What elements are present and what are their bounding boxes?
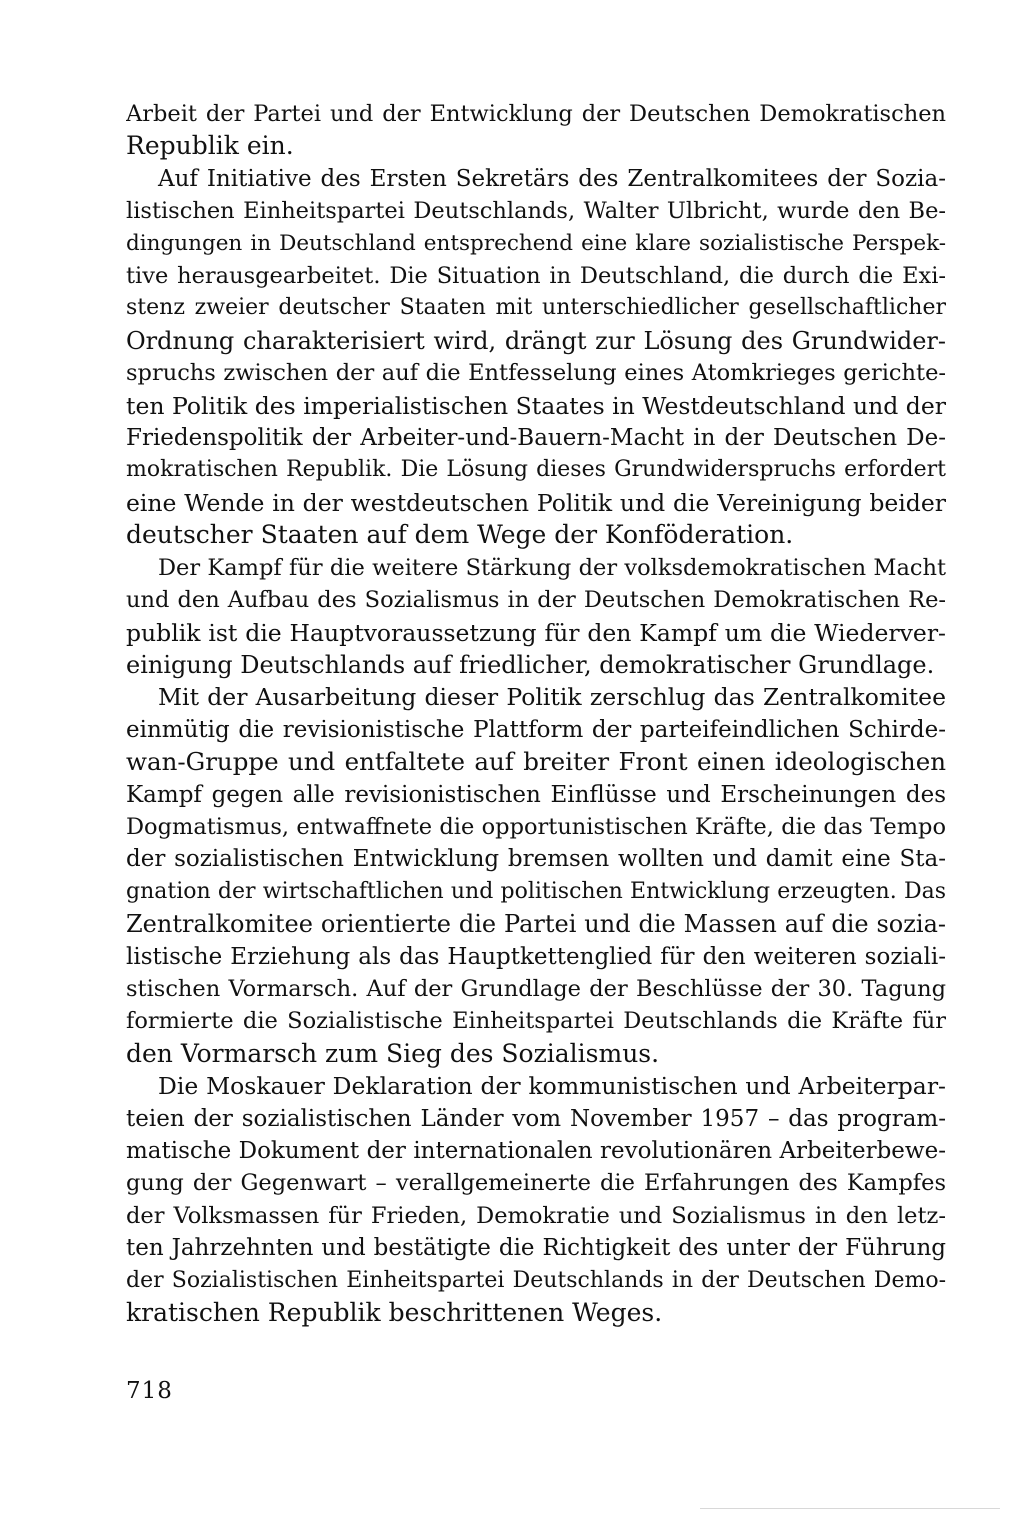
text-line: matische Dokument der internationalen revolutionären Arbeiterbewe-: [126, 1138, 946, 1164]
text-line: Kampf gegen alle revisionistischen Einflüsse und Erscheinungen des: [126, 781, 946, 808]
paragraph: [126, 98, 946, 163]
text-line: Friedenspolitik der Arbeiter-und-Bauern-Macht in der Deutschen De-: [126, 425, 946, 452]
text-line: eine Wende in der westdeutschen Politik und die Vereinigung beider: [126, 488, 946, 517]
text-line: kratischen Republik beschrittenen Weges.: [126, 1298, 663, 1328]
body-text: [126, 98, 946, 1329]
paragraph: [126, 681, 946, 1070]
text-line: listische Erziehung als das Hauptkettenglied für den weiteren soziali-: [126, 943, 946, 970]
text-line: gnation der wirtschaftlichen und politischen Entwicklung erzeugten. Das: [126, 878, 946, 904]
paragraph: [126, 552, 946, 682]
scan-edge-line: [700, 1508, 1000, 1509]
paragraph: [126, 1070, 946, 1329]
text-line: der Volksmassen für Frieden, Demokratie und Sozialismus in den letz-: [126, 1202, 946, 1229]
text-line: spruchs zwischen der auf die Entfesselung eines Atomkrieges gerichte-: [126, 360, 946, 387]
text-line: deutscher Staaten auf dem Wege der Konföderation.: [126, 520, 794, 550]
text-line: stenz zweier deutscher Staaten mit unterschiedlicher gesellschaftlicher: [126, 295, 946, 321]
text-line: Die Moskauer Deklaration der kommunistischen und Arbeiterpar-: [158, 1072, 946, 1101]
text-line: formierte die Sozialistische Einheitspartei Deutschlands die Kräfte für: [126, 1008, 946, 1035]
text-line: gung der Gegenwart – verallgemeinerte die Erfahrungen des Kampfes: [126, 1170, 946, 1197]
page-number: 718: [126, 1378, 173, 1404]
text-line: dingungen in Deutschland entsprechend eine klare sozialistische Perspek-: [126, 230, 946, 256]
text-line: Ordnung charakterisiert wird, drängt zur Lösung des Grundwider-: [126, 326, 946, 355]
text-line: publik ist die Hauptvoraussetzung für den Kampf um die Wiederver-: [126, 618, 946, 647]
text-line: der sozialistischen Entwicklung bremsen wollten und damit eine Sta-: [126, 846, 946, 873]
text-line: ten Jahrzehnten und bestätigte die Richtigkeit des unter der Führung: [126, 1235, 946, 1262]
text-line: ten Politik des imperialistischen Staates in Westdeutschland und der: [126, 391, 946, 420]
text-line: listischen Einheitspartei Deutschlands, Walter Ulbricht, wurde den Be-: [126, 198, 946, 225]
text-line: Zentralkomitee orientierte die Partei und die Massen auf die sozia-: [126, 910, 946, 939]
text-line: Mit der Ausarbeitung dieser Politik zerschlug das Zentralkomitee: [158, 683, 946, 712]
text-line: Dogmatismus, entwaffnete die opportunistischen Kräfte, die das Tempo: [126, 813, 946, 840]
text-line: und den Aufbau des Sozialismus in der Deutschen Demokratischen Re-: [126, 587, 946, 614]
paragraph: [126, 163, 946, 552]
text-line: der Sozialistischen Einheitspartei Deutschlands in der Deutschen Demo-: [126, 1267, 946, 1293]
text-line: mokratischen Republik. Die Lösung dieses Grundwiderspruchs erfordert: [126, 457, 946, 483]
text-line: teien der sozialistischen Länder vom November 1957 – das program-: [126, 1105, 946, 1132]
text-line: wan-Gruppe und entfaltete auf breiter Front einen ideologischen: [126, 747, 946, 777]
text-line: stischen Vormarsch. Auf der Grundlage der Beschlüsse der 30. Tagung: [126, 975, 946, 1002]
text-line: einmütig die revisionistische Plattform der parteifeindlichen Schirde-: [126, 716, 946, 743]
text-line: den Vormarsch zum Sieg des Sozialismus.: [126, 1038, 660, 1068]
text-line: Republik ein.: [126, 131, 294, 161]
text-line: tive herausgearbeitet. Die Situation in Deutschland, die durch die Exi-: [126, 263, 946, 290]
text-line: Der Kampf für die weitere Stärkung der volksdemokratischen Macht: [158, 554, 946, 581]
text-line: Auf Initiative des Ersten Sekretärs des Zentralkomitees der Sozia-: [158, 165, 946, 192]
text-line: Arbeit der Partei und der Entwicklung der Deutschen Demokratischen: [126, 101, 946, 127]
text-line: einigung Deutschlands auf friedlicher, demokratischer Grundlage.: [126, 650, 935, 679]
